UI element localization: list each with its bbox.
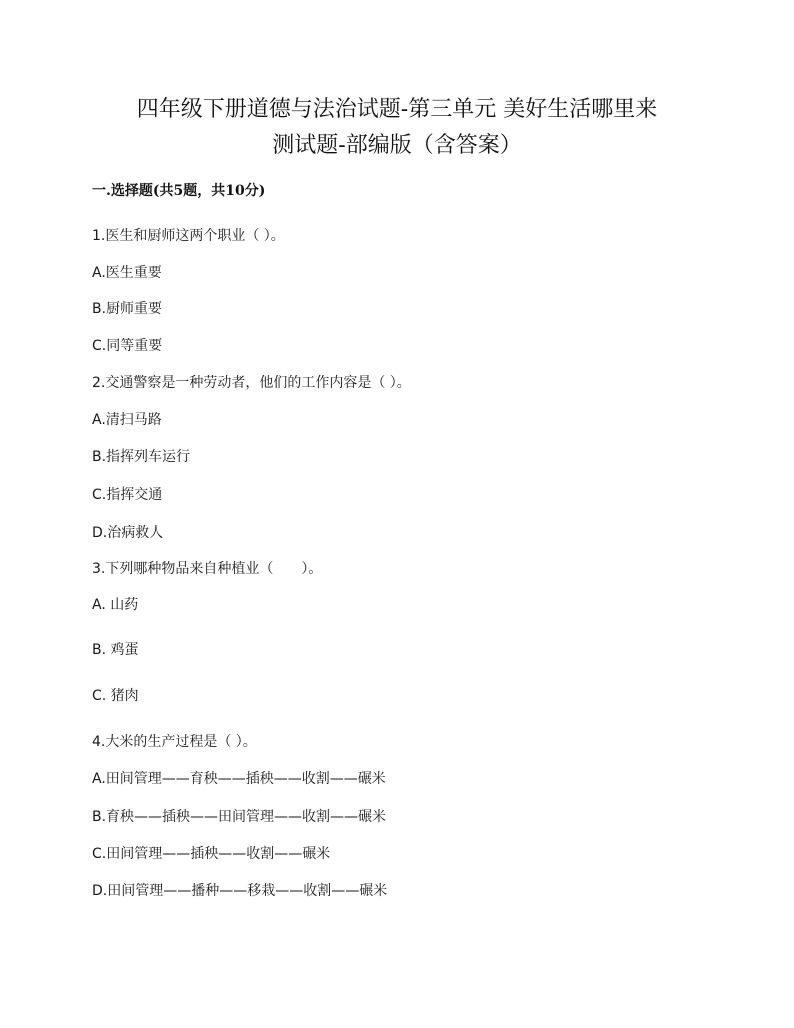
question-4-stem: 4.大米的生产过程是（ ）。 — [92, 734, 257, 750]
section-heading: 一.选择题(共5题，共10分) — [92, 183, 266, 199]
question-1-stem: 1.医生和厨师这两个职业（ ）。 — [92, 228, 285, 244]
question-3-option-c: C. 猪肉 — [92, 688, 139, 704]
question-4-option-c: C.田间管理——插秧——收割——碾米 — [92, 846, 331, 862]
question-1-option-c: C.同等重要 — [92, 338, 163, 354]
question-1-option-a: A.医生重要 — [92, 265, 162, 281]
question-2-stem: 2.交通警察是一种劳动者，他们的工作内容是（ ）。 — [92, 375, 411, 391]
question-4-option-a: A.田间管理——育秧——插秧——收割——碾米 — [92, 771, 386, 787]
document-title-line-1: 四年级下册道德与法治试题-第三单元 美好生活哪里来 — [136, 97, 658, 122]
question-3-option-b: B. 鸡蛋 — [92, 642, 139, 658]
question-2-option-c: C.指挥交通 — [92, 487, 163, 503]
question-4-option-b: B.育秧——插秧——田间管理——收割——碾米 — [92, 809, 387, 825]
question-3-stem: 3.下列哪种物品来自种植业（ ）。 — [92, 561, 323, 577]
question-2-option-d: D.治病救人 — [92, 525, 164, 541]
question-4-option-d: D.田间管理——播种——移栽——收割——碾米 — [92, 883, 388, 899]
question-2-option-a: A.清扫马路 — [92, 412, 162, 428]
question-3-option-a: A. 山药 — [92, 597, 139, 613]
question-2-option-b: B.指挥列车运行 — [92, 449, 191, 465]
question-1-option-b: B.厨师重要 — [92, 301, 163, 317]
document-title-line-2: 测试题-部编版（含答案） — [272, 133, 522, 158]
